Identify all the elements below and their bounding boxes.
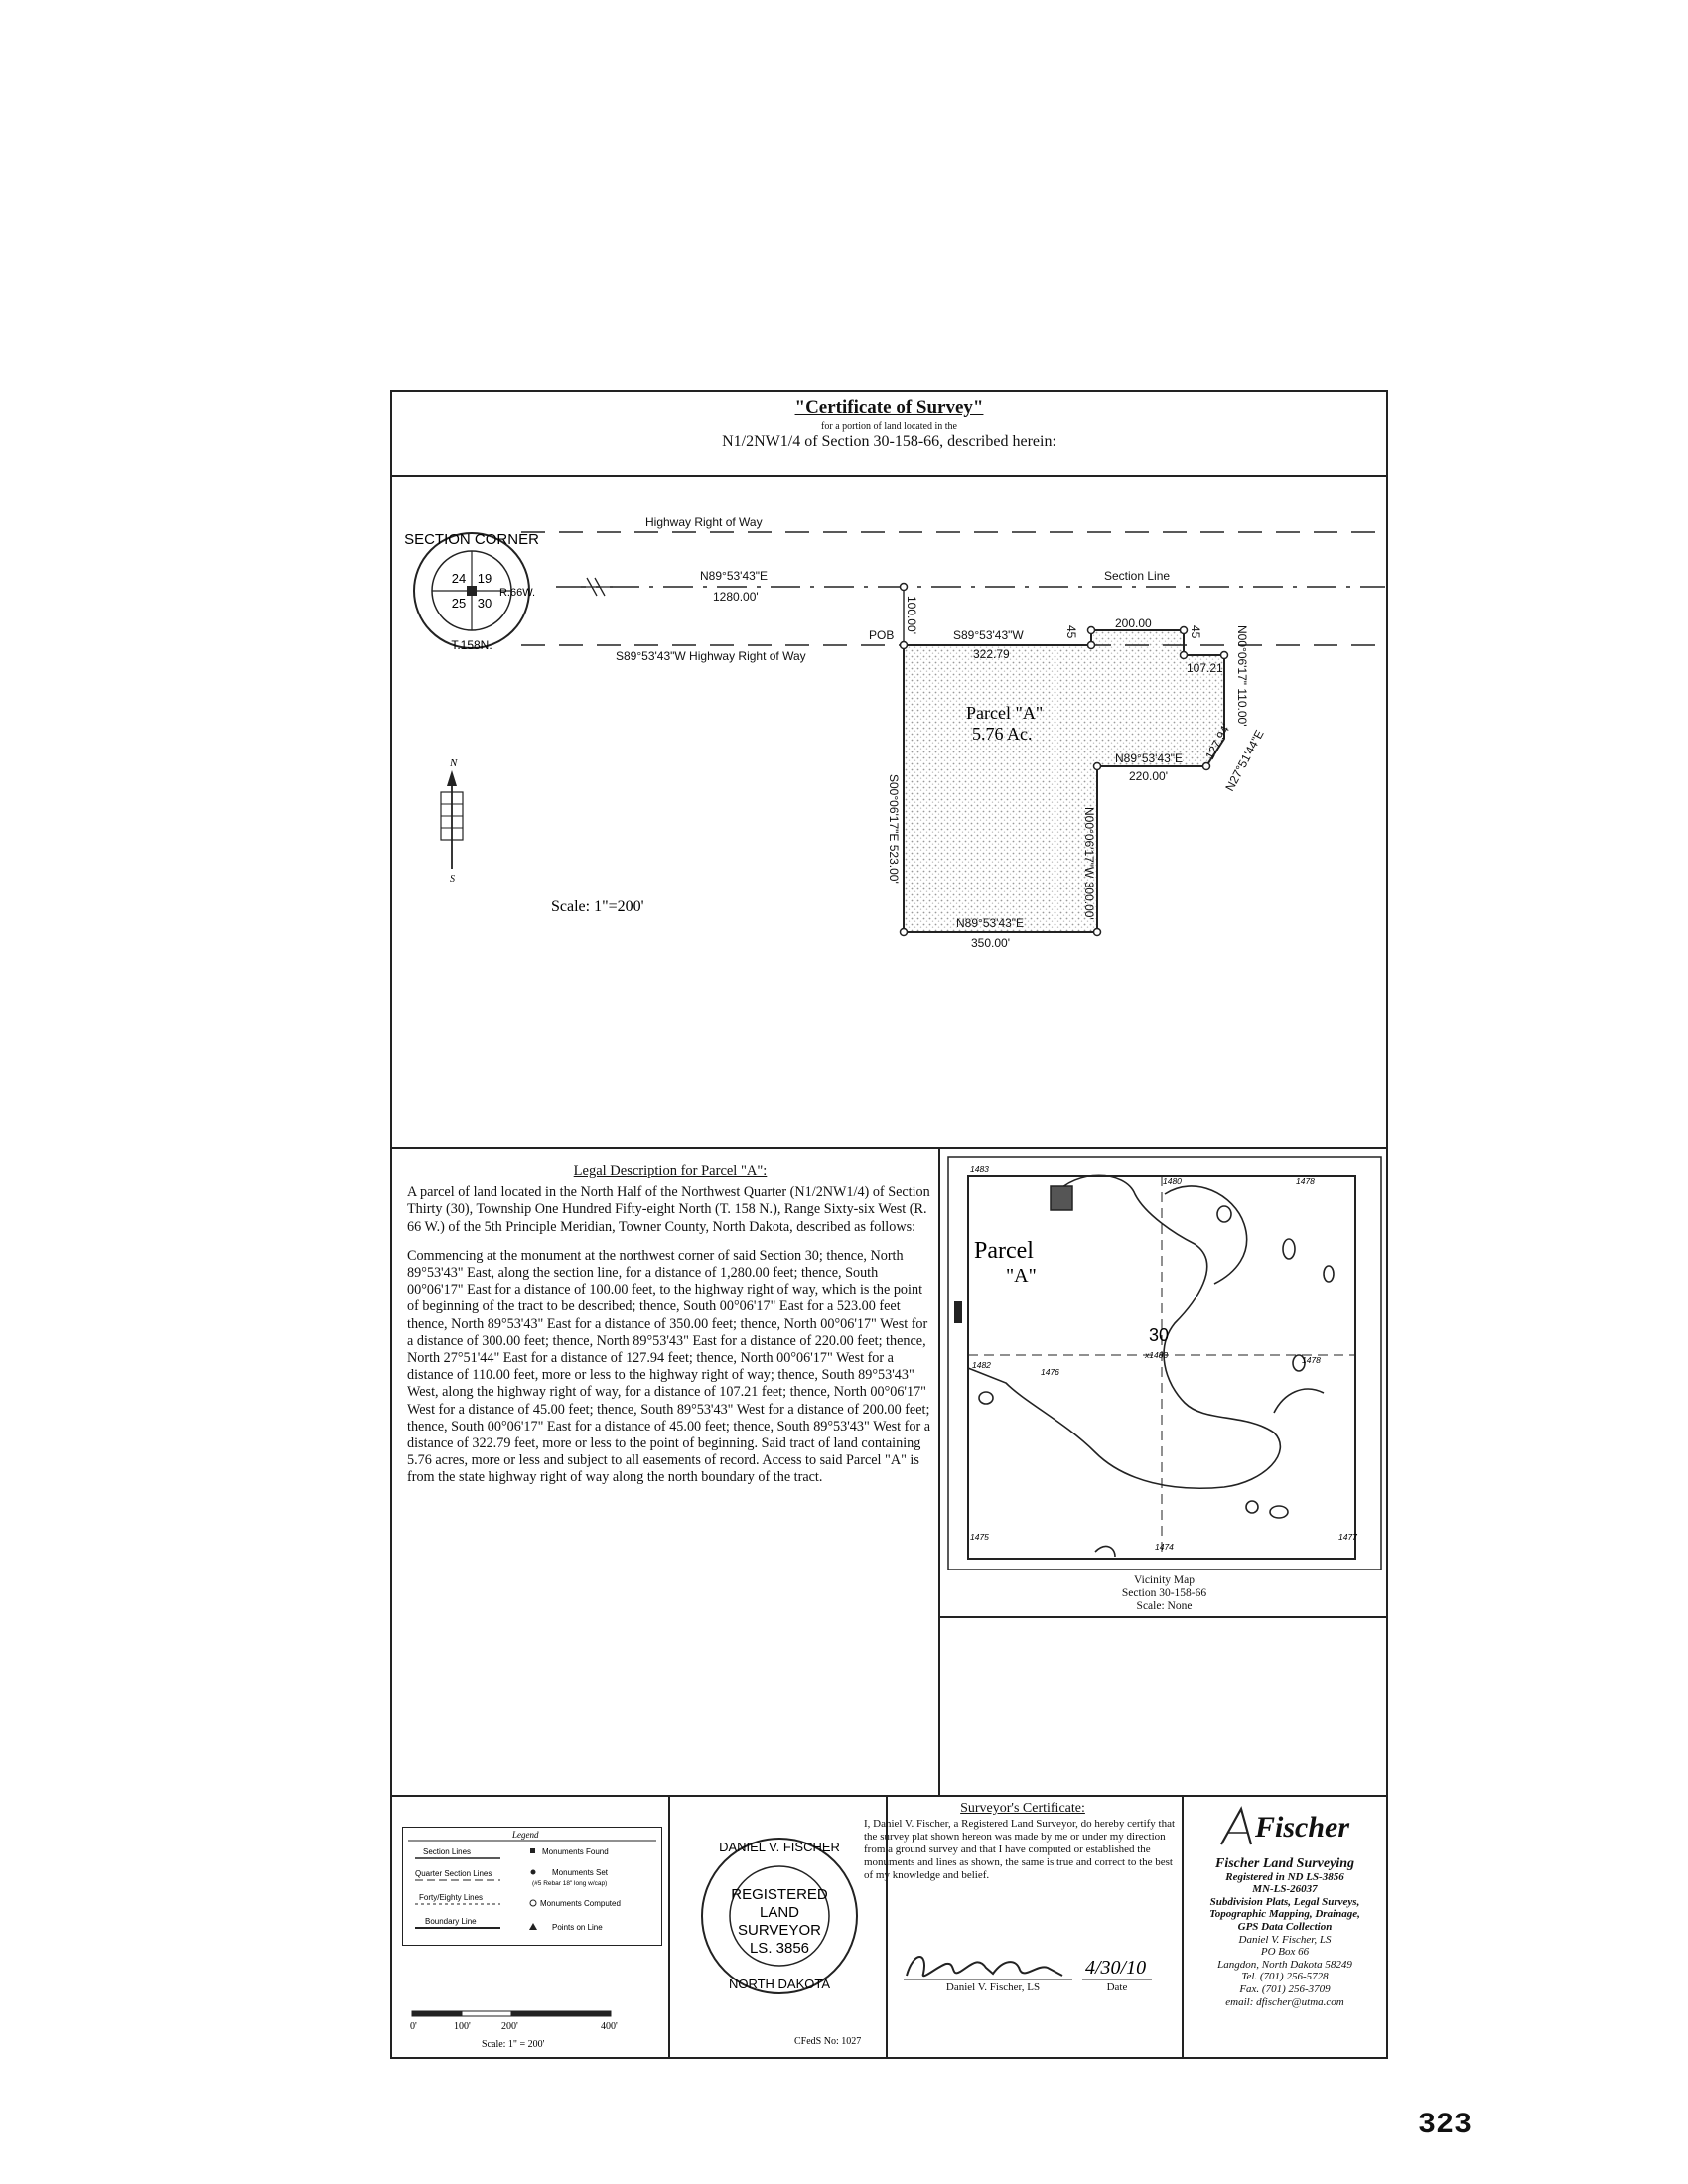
legal-description [407,1163,933,1499]
firm-service-1: Subdivision Plats, Legal Surveys, [1209,1895,1360,1908]
row-107-label: 107.21 [1187,661,1223,675]
vicinity-caption-section: Section 30-158-66 [1121,1587,1207,1599]
scale-100: 100' [454,2021,471,2032]
firm-info [1187,1858,1383,2008]
section-corner-seal [404,531,539,652]
certificate-heading: Surveyor's Certificate: [960,1801,1085,1816]
legend-computed: Monuments Computed [540,1899,621,1908]
vicinity-caption-scale: Scale: None [1136,1600,1193,1612]
inner-bearing-label: N89°53'43"E [1115,751,1184,765]
corner-number-3: 25 [451,596,467,611]
graphic-scale [402,2003,660,2053]
jog-45-label-b: 45 [1189,625,1202,639]
south-label: S [450,874,455,885]
corner-range: R.66W. [498,587,536,599]
page-number: 323 [1418,2109,1473,2142]
north-boundary-bearing: S89°53'43"W [953,628,1024,642]
firm-service-3: GPS Data Collection [1237,1920,1333,1933]
legal-paragraph-2: Commencing at the monument at the northwest corner of said Section 30; thence, North 89°53'43" East, along the section line, for a distance of 1,280.00 feet; thence, South 00°06'17" East for a distance of 100.00 feet, to the highway right of way, which is the point of beginning of the tract to be described; thence, South 00°06'17" East for a 523.00 feet thence, North 89°53'43" East for a distance of 350.00 feet; thence, North 00°06'17" West for a distance of 300.00 feet; thence, North 89°53'43" East for a distance of 220.00 feet; thence, North 27°51'44" East for a distance of 127.94 feet; thence, North 00°06'17" West for a distance of 110.00 feet, more or less to the highway right of way; thence, South 89°53'43" West, along the highway right of way, for a distance of 107.21 feet; thence, North 00°06'17" West for a distance of 45.00 feet; thence, South 89°53'43" West for a distance of 200.00 feet; thence, South 00°06'17" East for a distance of 45.00 feet; thence, South 89°53'43" West for a distance of 322.79 feet, more or less to the point of beginning. Said tract of land containing 5.76 acres, more or less and subject to all easements of record. Access to said Parcel "A" is from the state highway right of way along the north boundary of the tract. [407,1247,931,1486]
vicinity-parcel-letter: "A" [1006,1265,1037,1287]
distance-label-1: 1280.00' [713,590,759,604]
legend-boundary: Boundary Line [425,1917,477,1926]
firm-name: Fischer Land Surveying [1214,1856,1354,1871]
elevation-label-9: 1474 [1155,1542,1174,1552]
legal-vertical-divider [938,1147,940,1795]
elevation-label-10: 1477 [1338,1532,1357,1542]
elevation-label-6: x1483 [1145,1350,1169,1360]
corner-number-1: 24 [451,571,467,586]
legend-title: Legend [512,1830,539,1840]
firm-fax: Fax. (701) 256-3709 [1239,1982,1331,1995]
legend-points: Points on Line [552,1923,603,1932]
parcel-area: 5.76 Ac. [972,724,1033,744]
seal-ring-bottom: NORTH DAKOTA [728,1977,831,1991]
south-boundary-distance: 350.00' [971,936,1010,950]
elevation-label-5: 1476 [1041,1367,1059,1377]
footer-divider-1 [668,1795,670,2059]
vicinity-section-number: 30 [1149,1325,1170,1345]
section-line-label: Section Line [1104,569,1171,583]
plat-scale: Scale: 1"=200' [551,898,644,915]
firm-logo [1211,1803,1360,1852]
vicinity-bottom-divider [938,1616,1388,1618]
legend-quarter-lines: Quarter Section Lines [415,1869,492,1878]
scale-caption: Scale: 1" = 200' [482,2039,545,2050]
survey-plat [392,477,1385,1146]
corner-number-2: 19 [477,571,492,586]
firm-service-2: Topographic Mapping, Drainage, [1209,1908,1360,1921]
certificate-signer: Daniel V. Fischer, LS [945,1981,1041,1993]
signature [899,1946,1167,1985]
legend-forty-lines: Forty/Eighty Lines [419,1893,484,1902]
east-300-label: N00°06'17"W 300.00' [1082,807,1096,920]
elevation-label-4: 1482 [972,1360,991,1370]
jog-200-label: 200.00 [1115,616,1152,630]
diagonal-bearing-label: N27°51'44"E [1222,727,1267,794]
tie-distance-label: 100.00' [905,596,918,634]
cfeds-number: CFedS No: 1027 [794,2036,862,2047]
pob-label: POB [869,628,895,642]
bearing-label-1: N89°53'43"E [700,569,769,583]
firm-reg-1: Registered in ND LS-3856 [1225,1870,1344,1883]
corner-number-4: 30 [477,596,492,611]
corner-ring-text: SECTION CORNER [404,531,539,548]
hwy-row-top-label: Highway Right of Way [645,515,763,529]
legend-section-lines: Section Lines [423,1847,472,1856]
legend-set-note: (#5 Rebar 18" long w/cap) [532,1880,608,1887]
vicinity-caption-title: Vicinity Map [1134,1574,1195,1586]
surveyor-seal [690,1802,869,2050]
north-label: N [450,757,458,769]
seal-line-2: LAND [759,1904,800,1921]
legal-paragraph-1: A parcel of land located in the North Half of the Northwest Quarter (N1/2NW1/4) of Section Thirty (30), Township One Hundred Fifty-eight North (T. 158 N.), Range Sixty-six West (R. 66 W.) of the 5th Principle Meridian, Towner County, North Dakota, described as follows: [407,1184,930,1235]
logo-wordmark: Fischer [1255,1811,1350,1843]
surveyor-certificate [864,1802,1182,1882]
elevation-label-2: 1480 [1163,1176,1182,1186]
plat-divider [390,1147,1388,1149]
parcel-shading [904,630,1224,932]
scale-200: 200' [501,2021,518,2032]
jog-45-label-a: 45 [1064,625,1078,639]
certificate-body: I, Daniel V. Fischer, a Registered Land Surveyor, do hereby certify that the survey plat shown hereon was made by me or under my direction from a ground survey and that I have computed or established the monuments and lines as shown, the same is true and correct to the best of my knowledge and belief. [864,1818,1176,1881]
seal-line-4: LS. 3856 [749,1940,810,1957]
north-boundary-distance: 322.79 [973,647,1010,661]
elevation-label-1: 1483 [970,1164,989,1174]
scale-0: 0' [410,2021,417,2032]
hwy-row-bottom-label: S89°53'43"W Highway Right of Way [616,649,806,663]
legal-heading: Legal Description for Parcel "A": [573,1163,768,1179]
vicinity-map [946,1155,1383,1571]
elevation-label-3: 1478 [1296,1176,1315,1186]
legend-set: Monuments Set [552,1868,609,1877]
inner-distance-label: 220.00' [1129,769,1168,783]
firm-email[interactable]: email: dfischer@utma.com [1225,1995,1344,2008]
vicinity-caption [993,1574,1336,1613]
firm-reg-2: MN-LS-26037 [1252,1883,1318,1896]
seal-line-3: SURVEYOR [738,1922,821,1939]
firm-box: PO Box 66 [1260,1946,1310,1959]
seal-line-1: REGISTERED [731,1886,828,1903]
document-subtitle: for a portion of land located in the [821,421,957,432]
certificate-date: 4/30/10 [1085,1957,1147,1979]
east-110-label: N00°06'17" 110.00' [1235,625,1249,727]
parcel-marker [1051,1186,1072,1210]
seal-ring-top: DANIEL V. FISCHER [719,1840,840,1854]
document-title: "Certificate of Survey" [794,397,984,418]
certificate-date-label: Date [1106,1981,1128,1993]
scale-400: 400' [601,2021,618,2032]
parcel-label: Parcel "A" [966,703,1044,723]
diagonal-distance-label: 127.94' [1202,721,1233,762]
elevation-label-8: 1475 [970,1532,989,1542]
vicinity-parcel-label: Parcel [974,1238,1034,1264]
legend-box [402,1827,662,1946]
footer-divider [390,1795,1388,1797]
north-arrow [441,757,463,885]
firm-tel: Tel. (701) 256-5728 [1241,1971,1329,1983]
elevation-label-7: 1478 [1302,1355,1321,1365]
footer-divider-3 [1182,1795,1184,2059]
legend-found: Monuments Found [542,1847,609,1856]
firm-city: Langdon, North Dakota 58249 [1217,1958,1352,1971]
south-boundary-bearing: N89°53'43"E [956,916,1025,930]
title-block [390,397,1388,451]
west-boundary-label: S00°06'17"E 523.00' [887,774,901,884]
corner-township: T.158N. [451,638,492,652]
firm-person: Daniel V. Fischer, LS [1238,1933,1332,1946]
document-location: N1/2NW1/4 of Section 30-158-66, described herein: [722,433,1056,450]
